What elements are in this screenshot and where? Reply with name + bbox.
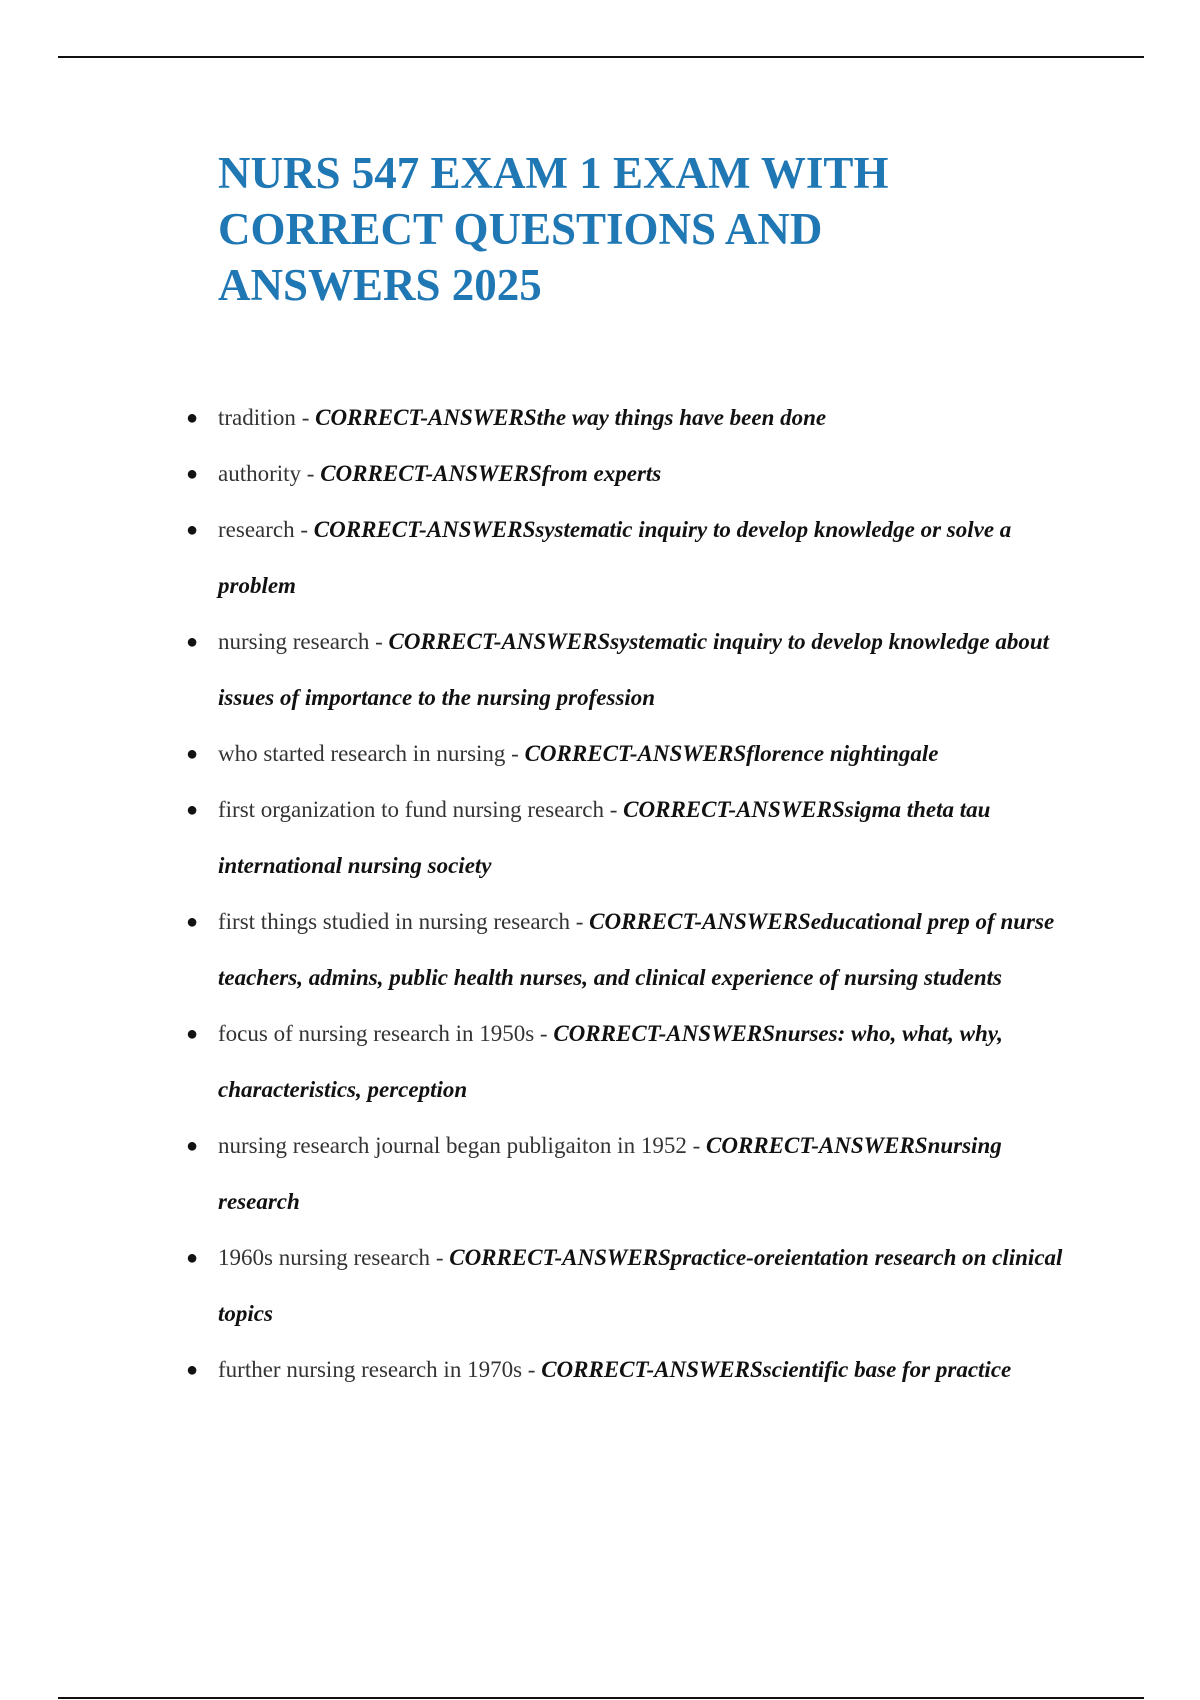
list-item <box>186 1006 1068 1118</box>
separator: - <box>294 517 314 542</box>
bullet-icon: ● <box>186 911 199 933</box>
separator: - <box>569 909 590 934</box>
separator: - <box>604 797 624 822</box>
document-title <box>218 145 978 313</box>
question-text: 1960s nursing research <box>218 1245 431 1270</box>
question-text: authority <box>218 461 302 486</box>
list-item <box>186 1118 1068 1230</box>
separator: - <box>430 1245 450 1270</box>
bullet-icon: ● <box>186 1247 199 1269</box>
list-item <box>186 726 1068 782</box>
answer-text: CORRECT-ANSWERSfrom experts <box>320 461 662 486</box>
bullet-icon: ● <box>186 799 199 821</box>
title-line-1: NURS 547 EXAM 1 EXAM WITH <box>218 148 889 198</box>
answer-text: CORRECT-ANSWERSthe way things have been done <box>315 405 827 430</box>
bullet-icon: ● <box>186 1135 199 1157</box>
question-text: further nursing research in 1970s <box>218 1357 523 1382</box>
question-text: focus of nursing research in 1950s <box>218 1021 535 1046</box>
title-line-3: ANSWERS 2025 <box>218 260 542 310</box>
answer-text: CORRECT-ANSWERSsystematic inquiry to develop knowledge or solve a problem <box>218 517 1012 598</box>
question-text: research <box>218 517 295 542</box>
footer-rule <box>58 1697 1144 1699</box>
list-item <box>186 502 1068 614</box>
bullet-icon: ● <box>186 463 199 485</box>
header-rule <box>58 56 1144 58</box>
question-text: nursing research journal began publigaiton in 1952 <box>218 1133 687 1158</box>
bullet-icon: ● <box>186 1023 199 1045</box>
list-item <box>186 894 1068 1006</box>
question-text: first organization to fund nursing research <box>218 797 604 822</box>
separator: - <box>301 461 321 486</box>
list-item <box>186 446 1068 502</box>
bullet-icon: ● <box>186 631 199 653</box>
answer-text: CORRECT-ANSWERSflorence nightingale <box>524 741 939 766</box>
list-item <box>186 782 1068 894</box>
list-item <box>186 1230 1068 1342</box>
answer-text: CORRECT-ANSWERSsystematic inquiry to develop knowledge about issues of importance to the nursing profession <box>218 629 1049 710</box>
separator: - <box>369 629 389 654</box>
separator: - <box>522 1357 542 1382</box>
bullet-icon: ● <box>186 1359 199 1381</box>
question-text: tradition <box>218 405 296 430</box>
answer-text: CORRECT-ANSWERSeducational prep of nurse teachers, admins, public health nurses, and clinical experience of nursing students <box>218 909 1055 990</box>
list-item <box>186 390 1068 446</box>
answer-text: CORRECT-ANSWERSpractice-oreientation research on clinical topics <box>218 1245 1063 1326</box>
separator: - <box>505 741 525 766</box>
list-item <box>186 614 1068 726</box>
answer-text: CORRECT-ANSWERSsigma theta tau international nursing society <box>218 797 991 878</box>
bullet-icon: ● <box>186 519 199 541</box>
qa-list <box>186 390 1068 1398</box>
answer-text: CORRECT-ANSWERSnurses: who, what, why, characteristics, perception <box>218 1021 1003 1102</box>
question-text: who started research in nursing <box>218 741 506 766</box>
question-text: nursing research <box>218 629 370 654</box>
separator: - <box>686 1133 706 1158</box>
bullet-icon: ● <box>186 407 199 429</box>
answer-text: CORRECT-ANSWERSscientific base for practice <box>541 1357 1012 1382</box>
question-text: first things studied in nursing research <box>218 909 570 934</box>
answer-text: CORRECT-ANSWERSnursing research <box>218 1133 1002 1214</box>
bullet-icon: ● <box>186 743 199 765</box>
list-item <box>186 1342 1068 1398</box>
title-line-2: CORRECT QUESTIONS AND <box>218 204 823 254</box>
separator: - <box>534 1021 554 1046</box>
separator: - <box>295 405 316 430</box>
